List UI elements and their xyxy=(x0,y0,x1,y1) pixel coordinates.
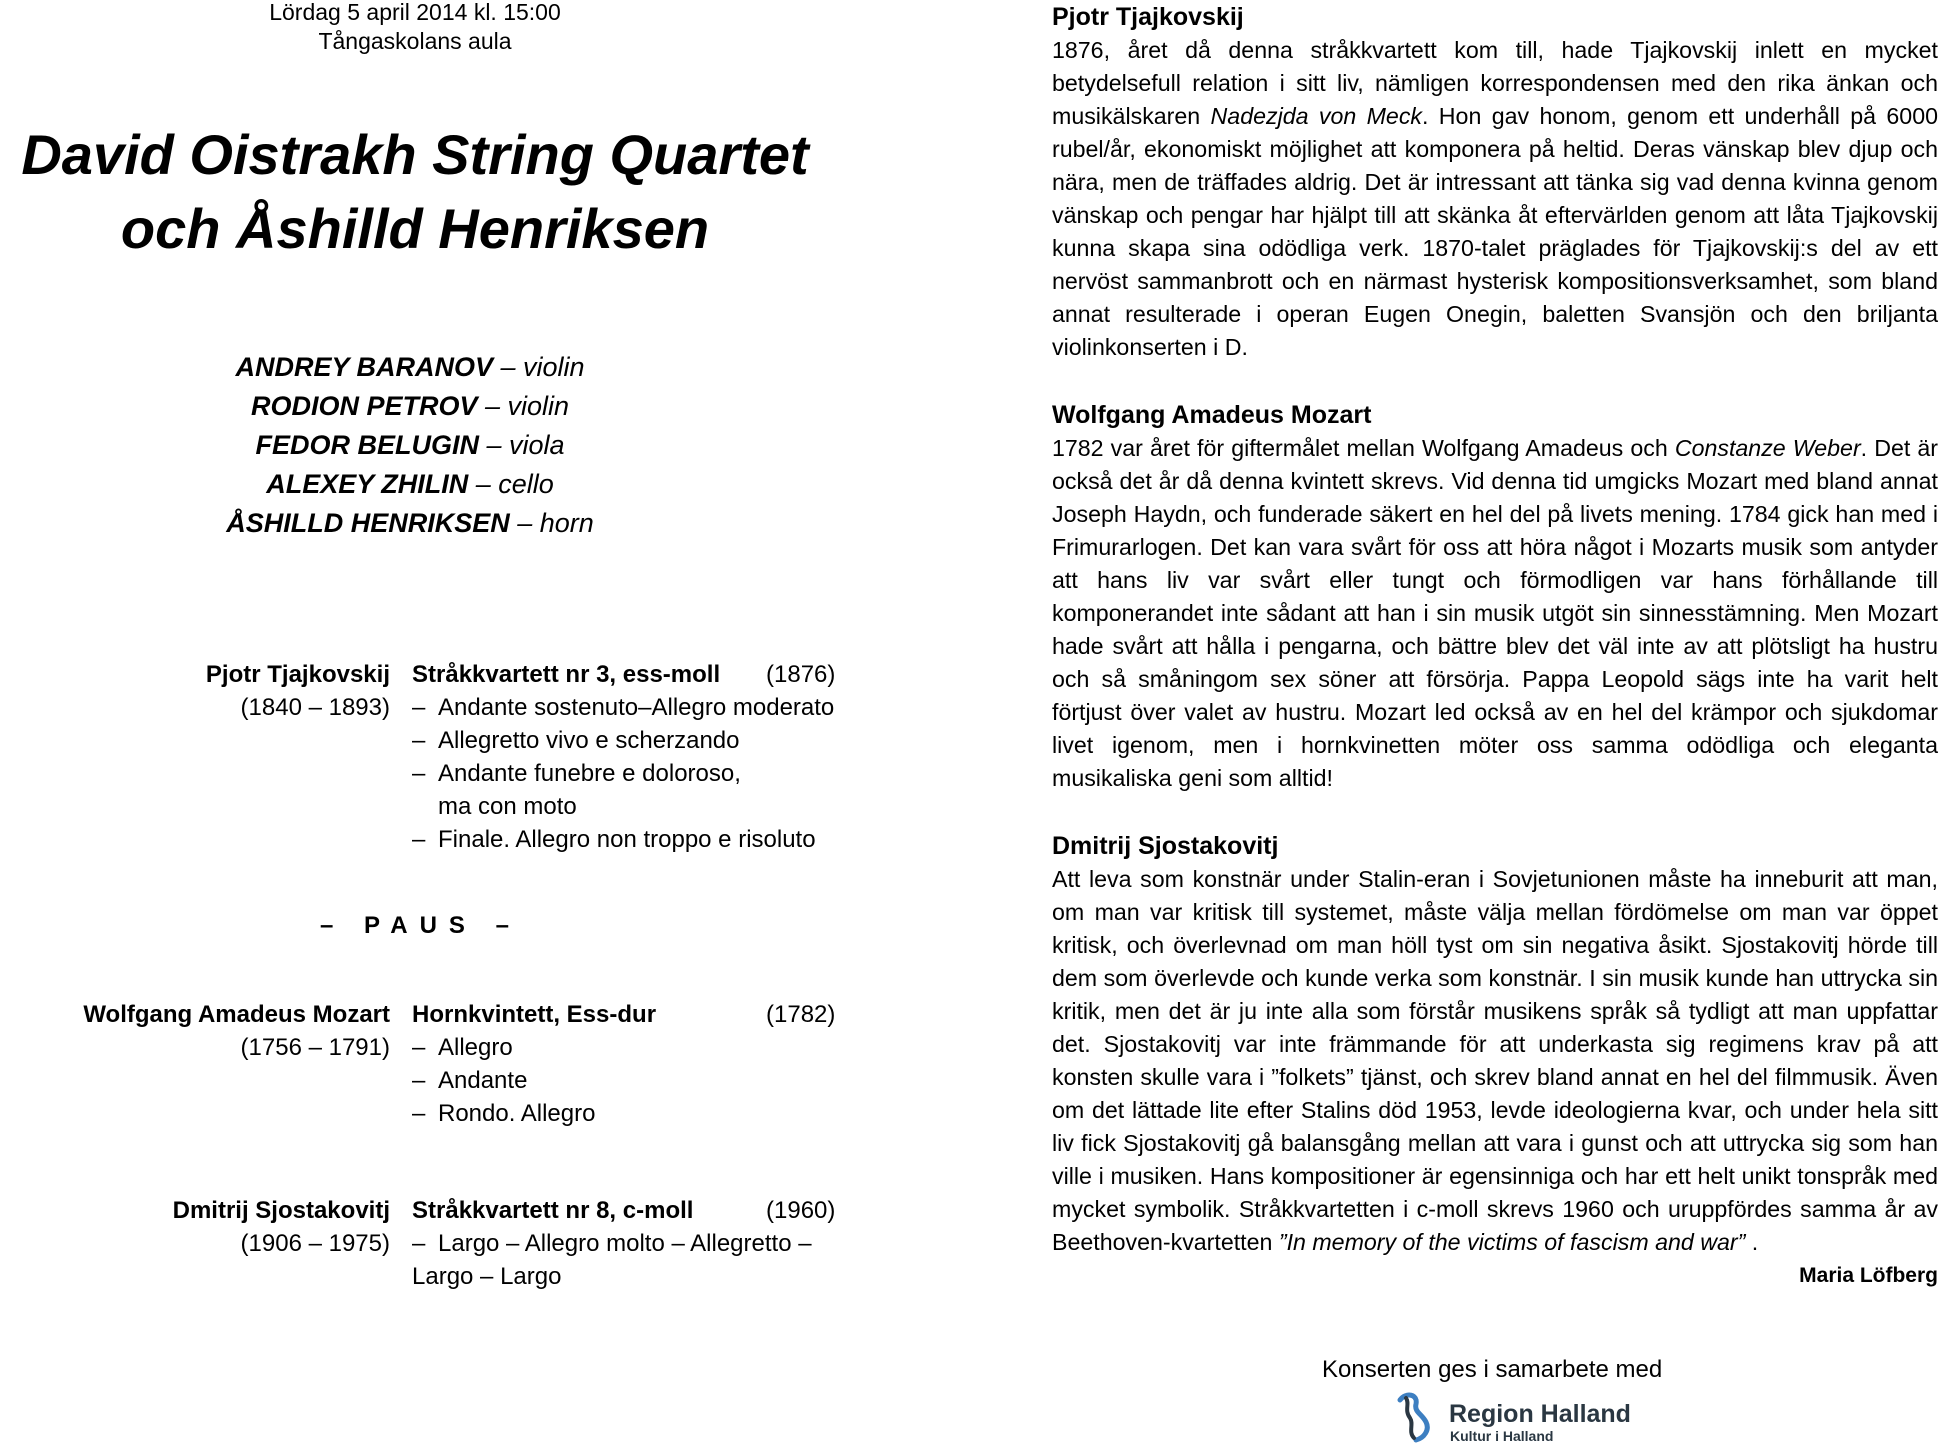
movement: – Andante funebre e doloroso, xyxy=(412,760,741,787)
work-year: (1876) xyxy=(766,661,836,688)
program-work xyxy=(412,658,872,856)
program-composer xyxy=(83,998,390,1064)
notes-column xyxy=(1052,0,1938,1292)
performer xyxy=(0,387,820,426)
composer-years: (1906 – 1975) xyxy=(240,1230,390,1257)
movement: – Andante xyxy=(412,1067,528,1094)
composer-name: Wolfgang Amadeus Mozart xyxy=(83,1001,390,1028)
composer-name: Pjotr Tjajkovskij xyxy=(205,661,390,688)
movement: – Allegro xyxy=(412,1034,513,1061)
note-text: 1782 var året för giftermålet mellan Wolfgang Amadeus och Constanze Weber. Det är också det år då denna kvintett skrevs. Vid denna tid umgicks Mozart med bland annat Joseph Haydn, och funderade säkert en hel del på livets mening. 1784 gick han med i Frimurarlogen. Det kan vara svårt för oss att höra något i Mozarts musik som antyder att hans liv var svårt eller tungt och förmodligen var hans förhållande till komponerandet inte sådant att han i sin musik utgöt sin sinnesstämning. Men Mozart hade svårt att hålla i pengarna, och bättre blev det väl inte av att plötsligt ha hustru och så småningom sex söner att försörja. Pappa Leopold sägs inte ha varit helt förtjust över valet av hustru. Mozart led också av en hel del krämpor och sjukdomar livet igenom, men i hornkvinetten möter oss samma odödliga och eleganta musikaliska geni som alltid! xyxy=(1052,435,1939,791)
note-section-tjajkovskij xyxy=(1052,0,1938,364)
program-composer xyxy=(173,1194,390,1260)
performer-instrument: – violin xyxy=(485,391,570,421)
movement: – Allegretto vivo e scherzando xyxy=(412,727,740,754)
region-halland-logo xyxy=(1392,1388,1632,1444)
event-date: Lördag 5 april 2014 kl. 15:00 xyxy=(269,0,561,25)
performer-instrument: – horn xyxy=(517,508,594,538)
performer xyxy=(0,348,820,387)
performer-name: RODION PETROV xyxy=(250,391,478,421)
program-column xyxy=(0,0,836,1444)
movement: – Andante sostenuto–Allegro moderato xyxy=(412,694,835,721)
note-section-mozart xyxy=(1052,398,1938,795)
performer-instrument: – viola xyxy=(486,430,565,460)
work-title: Stråkkvartett nr 8, c-moll xyxy=(412,1197,694,1224)
performer xyxy=(0,465,820,504)
movement: – Largo – Allegro molto – Allegretto – xyxy=(412,1230,812,1257)
performer-name: ÅSHILLD HENRIKSEN xyxy=(226,508,510,538)
performer xyxy=(0,504,820,543)
work-title: Stråkkvartett nr 3, ess-moll xyxy=(412,661,721,688)
work-title: Hornkvintett, Ess-dur xyxy=(412,1001,657,1028)
note-heading: Wolfgang Amadeus Mozart xyxy=(1052,401,1372,429)
movement: – Finale. Allegro non troppo e risoluto xyxy=(412,826,816,853)
region-halland-emblem-icon xyxy=(1392,1388,1448,1444)
note-heading: Dmitrij Sjostakovitj xyxy=(1052,832,1279,860)
composer-years: (1840 – 1893) xyxy=(240,694,390,721)
concert-title-line2: och Åshilld Henriksen xyxy=(120,197,710,260)
program-work xyxy=(412,1194,872,1293)
movement: Largo – Largo xyxy=(412,1263,562,1290)
logo-subtitle: Kultur i Halland xyxy=(1450,1428,1554,1444)
program-work xyxy=(412,998,872,1130)
logo-title: Region Halland xyxy=(1449,1400,1631,1428)
work-year: (1782) xyxy=(766,1001,836,1028)
movement: – Rondo. Allegro xyxy=(412,1100,596,1127)
note-text: Att leva som konstnär under Stalin-eran i Sovjetunionen måste ha inneburit att man, om man var kritisk till systemet, måste välja mellan fördömelse om man var öppet kritisk, och överlevnad om man höll tyst om sin negativa åsikt. Sjostakovitj hörde till dem som överlevde och kunde verka som konstnär. I sin musik kunde han uttrycka sin kritik, men det är ju inte alla som förstår musikens språk så tydligt att man uppfattar det. Sjostakovitj var inte främmande för att underkasta sig regimens krav på att konsten skulle vara i ”folkets” tjänst, och skrev bland annat en hel del filmmusik. Även om det lättade lite efter Stalins död 1953, levde ideologierna kvar, och under hela sitt liv fick Sjostakovitj gå balansgång mellan att vara i gunst och att uttrycka sig som han ville i musiken. Hans kompositioner är egensinniga och har ett helt unikt tonspråk med mycket symbolik. Stråkkvartetten i c-moll skrevs 1960 och uruppfördes samma år av Beethoven-kvartetten ”In memory of the victims of fascism and war” . xyxy=(1052,866,1938,1255)
note-section-sjostakovitj xyxy=(1052,829,1938,1259)
performer-instrument: – cello xyxy=(475,469,554,499)
program-composer xyxy=(206,658,390,724)
performer-name: ANDREY BARANOV xyxy=(235,352,493,382)
performer-instrument: – violin xyxy=(500,352,585,382)
note-text: 1876, året då denna stråkkvartett kom till, hade Tjajkovskij inlett en mycket betydelsefull relation i sitt liv, nämligen korrespondensen med den rika änkan och musikälskaren Nadezjda von Meck. Hon gav honom, genom ett underhåll på 6000 rubel/år, ekonomiskt möjlighet att komponera på heltid. Deras vänskap blev djup och nära, men de träffades aldrig. Det är intressant att tänka sig vad denna kvinna genom vänskap och pengar har hjälpt till att skänka åt eftervärlden genom att låta Tjajkovskij kunna skapa sina odödliga verk. 1870-talet präglades för Tjajkovskij:s del av ett nervöst sammanbrott och en närmast hysterisk kompositionsverksamhet, som bland annat resulterade i operan Eugen Onegin, baletten Svansjön och den briljanta violinkonserten i D. xyxy=(1052,37,1938,360)
work-year: (1960) xyxy=(766,1197,836,1224)
author-signature: Maria Löfberg xyxy=(1799,1264,1938,1287)
cooperation-text: Konserten ges i samarbete med xyxy=(1322,1356,1663,1383)
concert-title-line1: David Oistrakh String Quartet xyxy=(21,123,809,186)
pause-label: – PAUS – xyxy=(320,912,521,939)
movement: ma con moto xyxy=(438,793,577,820)
event-venue: Tångaskolans aula xyxy=(318,28,512,54)
composer-years: (1756 – 1791) xyxy=(240,1034,390,1061)
performer-name: ALEXEY ZHILIN xyxy=(266,469,469,499)
performer-name: FEDOR BELUGIN xyxy=(255,430,479,460)
performer xyxy=(0,426,820,465)
performer-list xyxy=(0,348,820,543)
note-heading: Pjotr Tjajkovskij xyxy=(1052,3,1244,31)
composer-name: Dmitrij Sjostakovitj xyxy=(172,1197,390,1224)
